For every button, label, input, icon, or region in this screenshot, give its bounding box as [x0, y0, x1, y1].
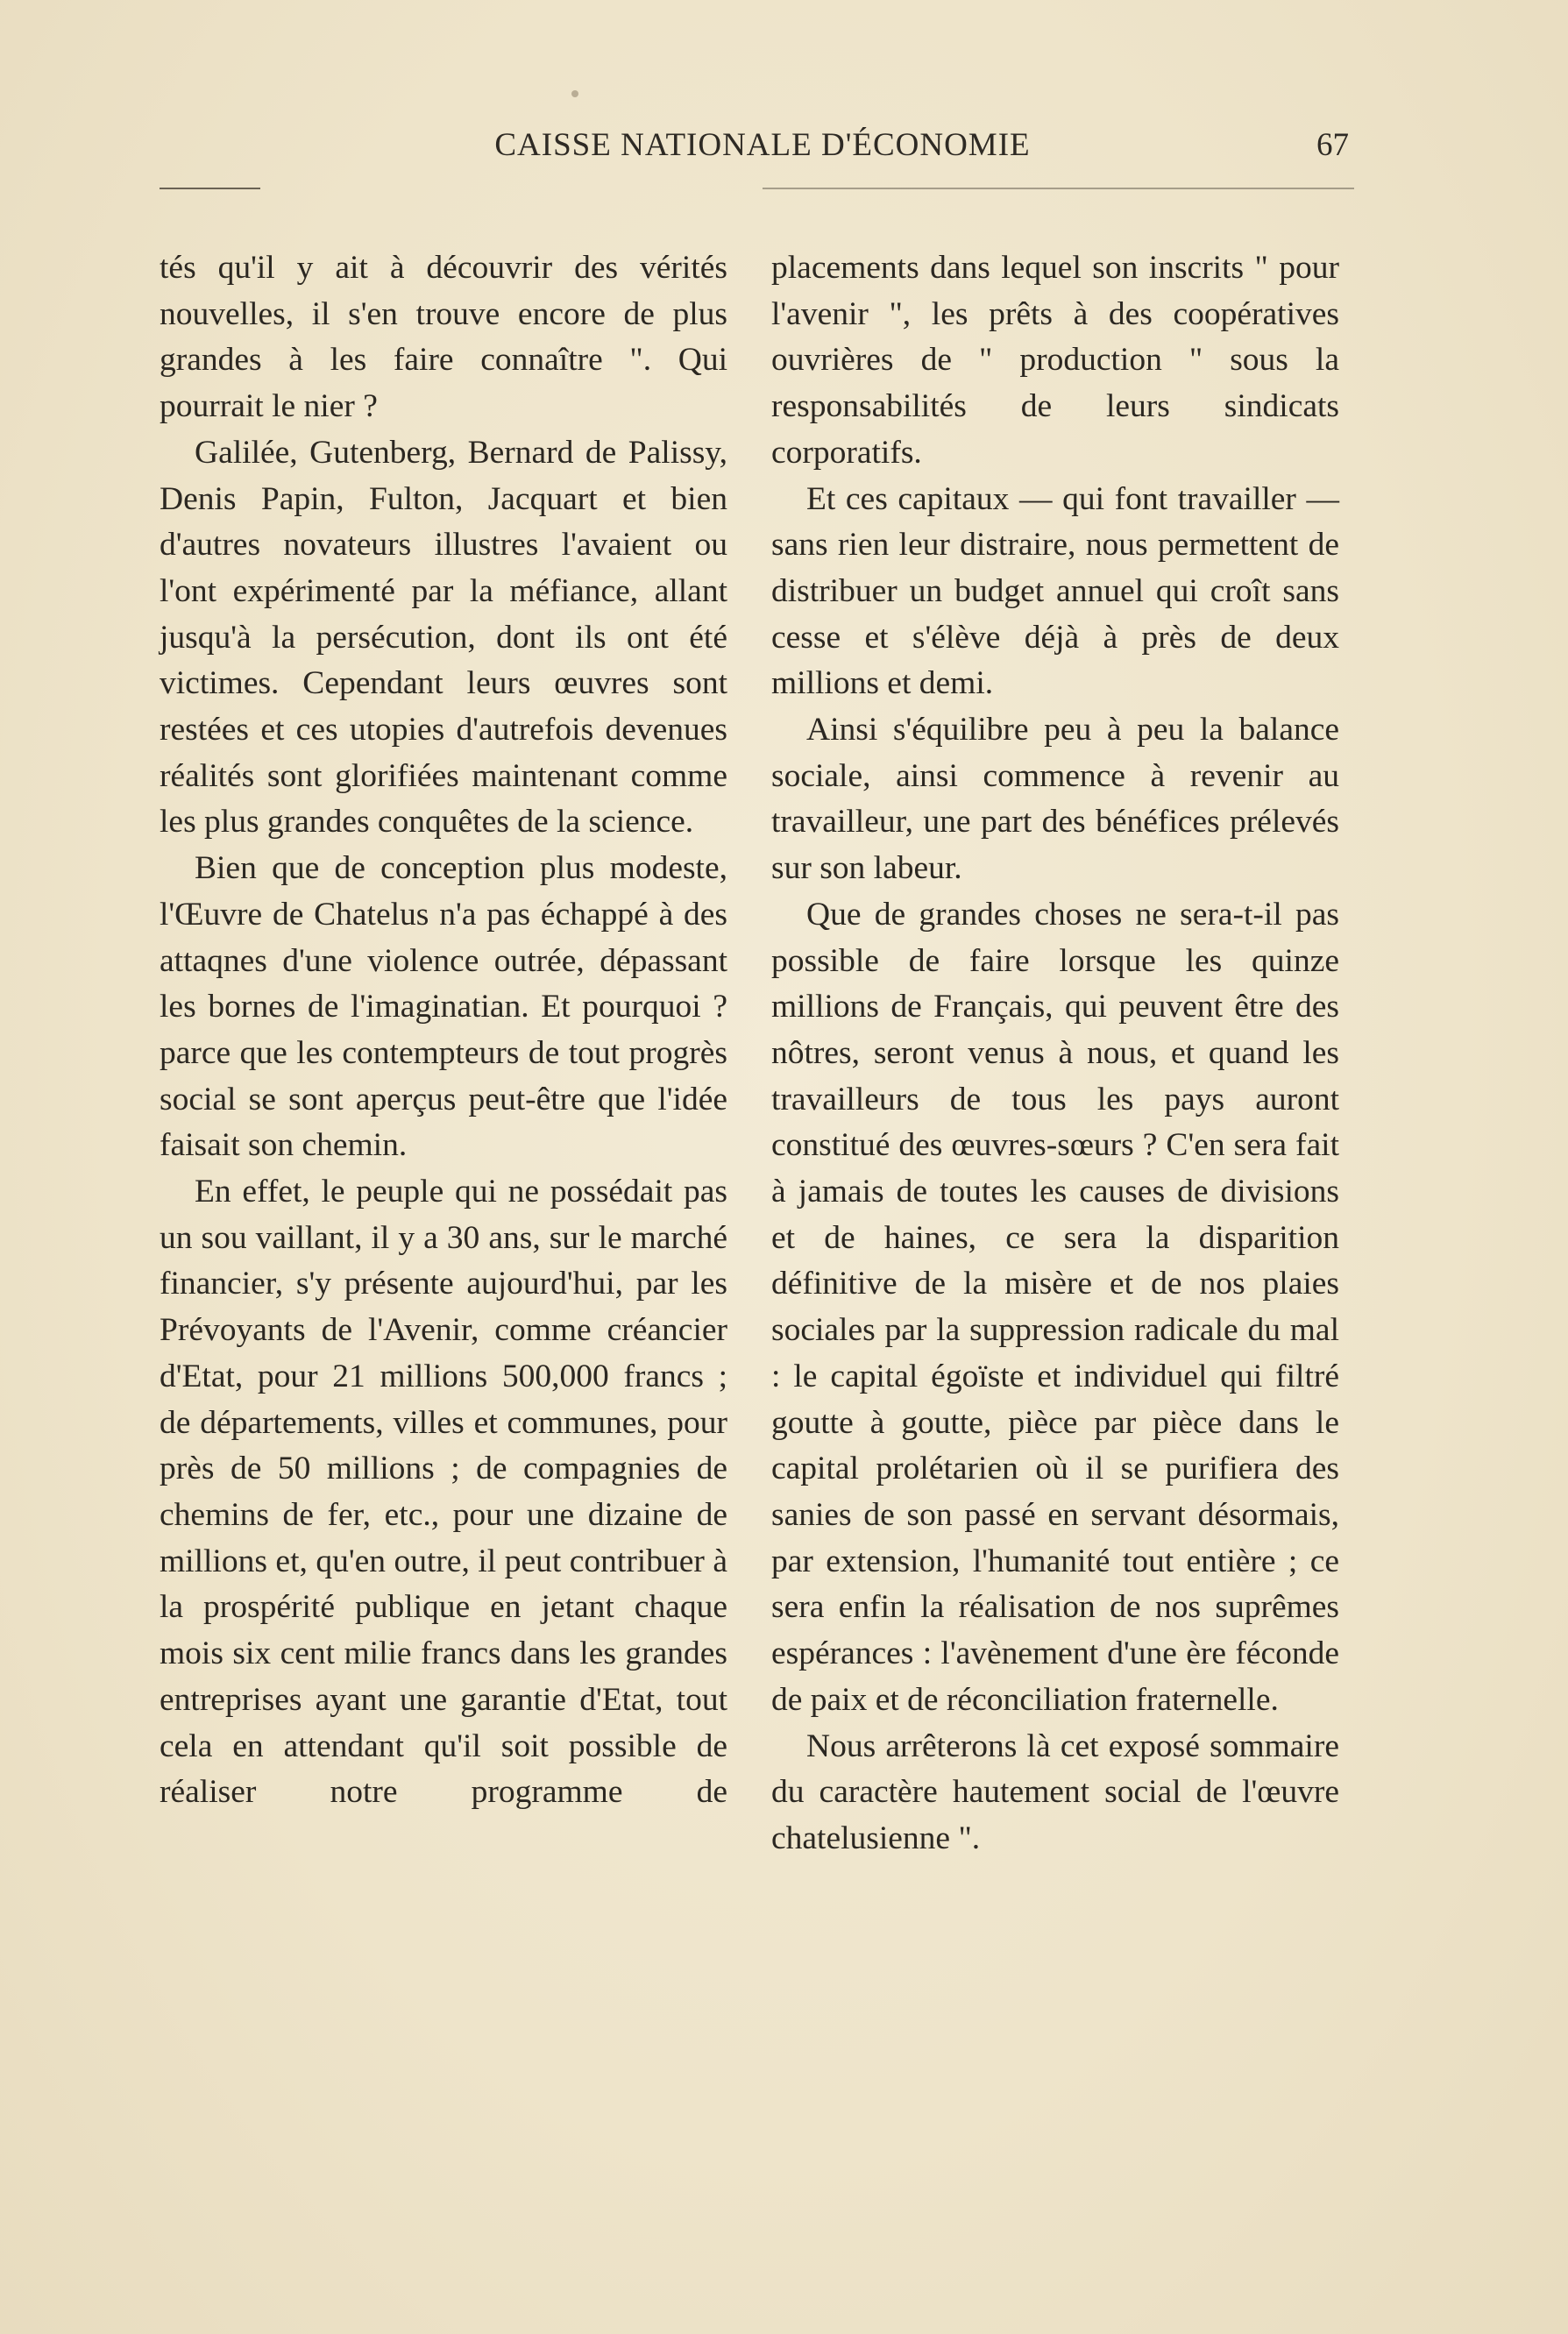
ink-dot [571, 90, 578, 97]
header-rule-right [763, 188, 1354, 189]
running-head [0, 123, 1568, 175]
header-rule-left [160, 188, 260, 189]
running-title: CAISSE NATIONALE D'ÉCONOMIE [494, 127, 1031, 163]
paragraph: En effet, le peuple qui ne possédait pas un sou vaillant, il y a 30 ans, sur le marché financier, s'y présente aujourd'hui, par les Prévoyants de l'Avenir, comme créancier d'Etat, pour 21 millions 500,000 francs ; de départements, villes et communes, pour près de 50 millions ; de compagnies de chemins de fer, etc., pour une dizaine de millions et, qu'en outre, il peut contribuer à la prospérité publique en jetant chaque mois six cent milie francs dans les grandes entreprises ayant une garantie d'Etat, tout cela en attendant qu'il soit possible de réaliser notre programme de [160, 1174, 727, 1811]
paragraph: Galilée, Gutenberg, Bernard de Palissy, Denis Papin, Fulton, Jacquart et bien d'autres novateurs illustres l'avaient ou l'ont expérimenté par la méfiance, allant jusqu'à la persécution, dont ils ont été victimes. Cependant leurs œuvres sont restées et ces utopies d'autrefois devenues réalités sont glorifiées maintenant comme les plus grandes conquêtes de la science. [160, 434, 727, 841]
left-column [160, 245, 727, 1816]
paragraph: Et ces capitaux — qui font travailler — sans rien leur distraire, nous permettent de distribuer un budget annuel qui croît sans cesse et s'élève déjà à près de deux millions et demi. [771, 480, 1339, 702]
right-column [771, 245, 1339, 1862]
paragraph: Bien que de conception plus modeste, l'Œuvre de Chatelus n'a pas échappé à des attaqnes d'une violence outrée, dépassant les bornes de l'imaginatian. Et pourquoi ? parce que les contempteurs de tout progrès social se sont aperçus peut-être que l'idée faisait son chemin. [160, 850, 727, 1164]
paragraph: Que de grandes choses ne sera-t-il pas possible de faire lorsque les quinze millions de Français, qui peuvent être des nôtres, seront venus à nous, et quand les travailleurs de tous les pays auront constitué des œuvres-sœurs ? C'en sera fait à jamais de toutes les causes de divisions et de haines, ce sera la disparition définitive de la misère et de nos plaies sociales par la suppression radicale du mal : le capital égoïste et individuel qui filtré goutte à goutte, pièce par pièce dans le capital prolétarien où il se purifiera des sanies de son passé en servant désormais, par extension, l'humanité tout entière ; ce sera enfin la réalisation de nos suprêmes espérances : l'avènement d'une ère féconde de paix et de réconciliation fraternelle. [771, 896, 1339, 1718]
paragraph: tés qu'il y ait à découvrir des vérités nouvelles, il s'en trouve encore de plus grandes à les faire connaître ". Qui pourrait le nier ? [160, 250, 727, 425]
paragraph: Nous arrêterons là cet exposé sommaire du caractère hautement social de l'œuvre chatelusienne ". [771, 1727, 1339, 1856]
paragraph: placements dans lequel son inscrits " pour l'avenir ", les prêts à des coopératives ouvrières de " production " sous la responsabilités de leurs sindicats corporatifs. [771, 250, 1339, 471]
paragraph: Ainsi s'équilibre peu à peu la balance sociale, ainsi commence à revenir au travailleur, une part des bénéfices prélevés sur son labeur. [771, 712, 1339, 887]
page-number: 67 [1316, 127, 1349, 163]
